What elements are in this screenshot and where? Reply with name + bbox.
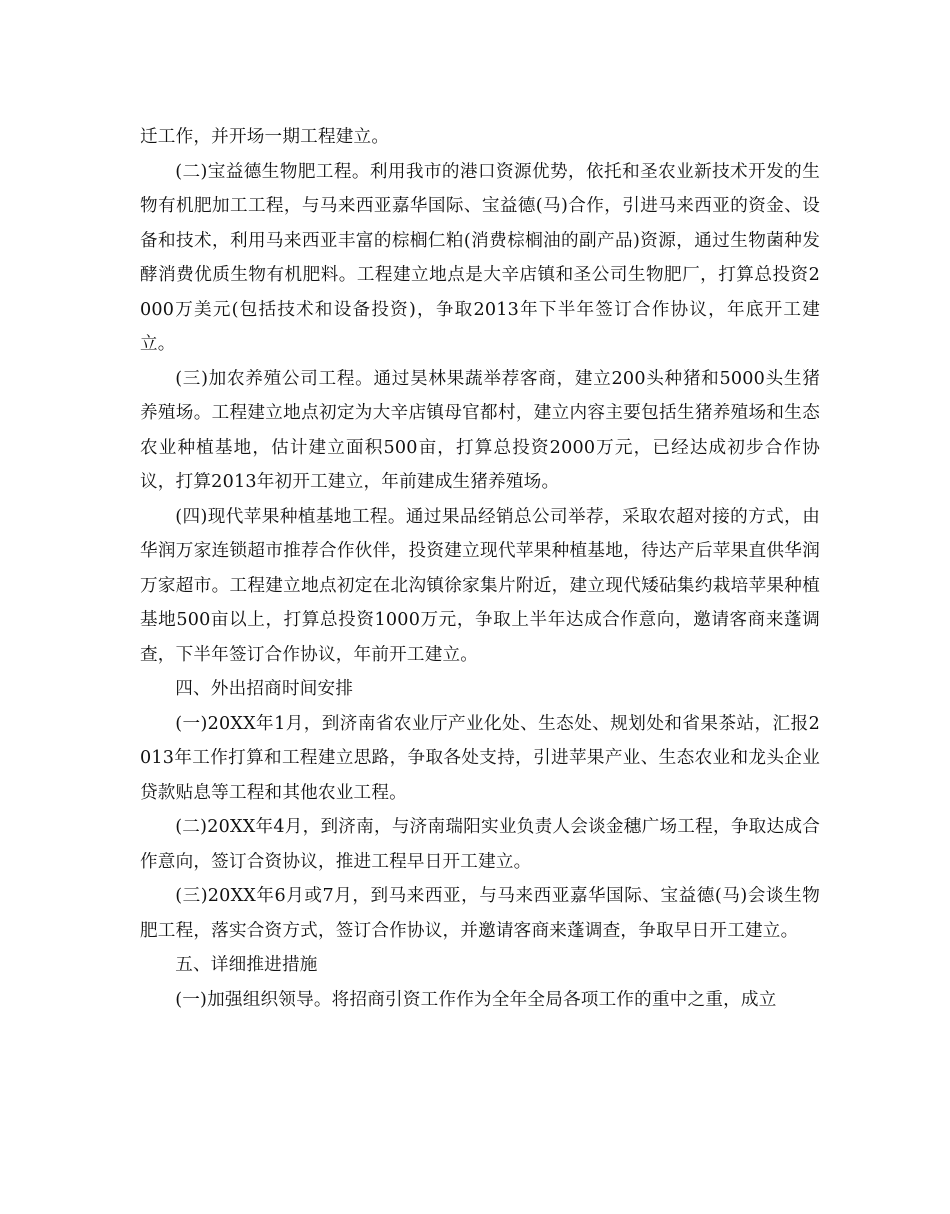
paragraph-continuation: 迁工作，并开场一期工程建立。: [140, 127, 390, 147]
paragraph-schedule-1: (一)20XX年1月，到济南省农业厅产业化处、生态处、规划处和省果茶站，汇报2013年工作打算和工程建立思路，争取各处支持，引进苹果产业、生态农业和龙头企业贷款贴息等工程和其他农业工程。: [140, 713, 820, 803]
section-heading-5: 五、详细推进措施: [175, 955, 318, 975]
paragraph-measure-1: (一)加强组织领导。将招商引资工作作为全年全局各项工作的重中之重，成立: [175, 989, 777, 1010]
paragraph-project-4: (四)现代苹果种植基地工程。通过果品经销总公司举荐，采取农超对接的方式，由华润万家连锁超市推荐合作伙伴，投资建立现代苹果种植基地，待达产后苹果直供华润万家超市。工程建立地点初定在北沟镇徐家集片附近，建立现代矮砧集约栽培苹果种植基地500亩以上，打算总投资1000万元，争取上半年达成合作意向，邀请客商来蓬调查，下半年签订合作协议，年前开工建立。: [140, 506, 820, 665]
section-heading-4: 四、外出招商时间安排: [175, 679, 354, 699]
paragraph-schedule-2: (二)20XX年4月，到济南，与济南瑞阳实业负责人会谈金穗广场工程，争取达成合作意向，签订合资协议，推进工程早日开工建立。: [140, 817, 820, 872]
paragraph-project-2: (二)宝益德生物肥工程。利用我市的港口资源优势，依托和圣农业新技术开发的生物有机肥加工工程，与马来西亚嘉华国际、宝益德(马)合作，引进马来西亚的资金、设备和技术，利用马来西亚丰富的棕榈仁粕(消费棕榈油的副产品)资源，通过生物菌种发酵消费优质生物有机肥料。工程建立地点是大辛店镇和圣公司生物肥厂，打算总投资2000万美元(包括技术和设备投资)，争取2013年下半年签订合作协议，年底开工建立。: [140, 161, 820, 354]
document-body: [140, 120, 820, 1017]
paragraph-project-3: (三)加农养殖公司工程。通过昊林果蔬举荐客商，建立200头种猪和5000头生猪养殖场。工程建立地点初定为大辛店镇母官都村，建立内容主要包括生猪养殖场和生态农业种植基地，估计建立面积500亩，打算总投资2000万元，已经达成初步合作协议，打算2013年初开工建立，年前建成生猪养殖场。: [140, 368, 820, 492]
paragraph-schedule-3: (三)20XX年6月或7月，到马来西亚，与马来西亚嘉华国际、宝益德(马)会谈生物肥工程，落实合资方式，签订合作协议，并邀请客商来蓬调查，争取早日开工建立。: [140, 886, 820, 941]
